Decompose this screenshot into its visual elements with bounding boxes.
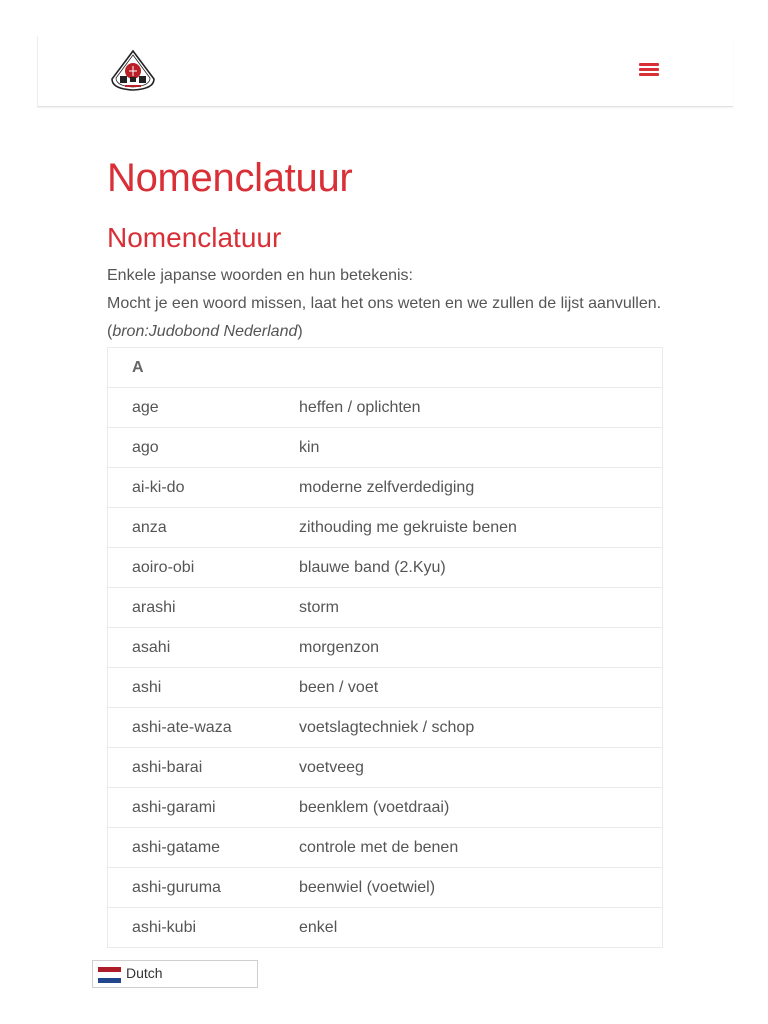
- menu-bar: [639, 63, 659, 66]
- table-row: [108, 708, 663, 748]
- term-cell: ai-ki-do: [108, 468, 300, 508]
- language-label: Dutch: [126, 965, 163, 981]
- source-note: [107, 318, 663, 346]
- meaning-cell: controle met de benen: [299, 828, 663, 868]
- menu-bar: [639, 73, 659, 76]
- meaning-cell: been / voet: [299, 668, 663, 708]
- meaning-cell: blauwe band (2.Kyu): [299, 548, 663, 588]
- term-cell: ashi-barai: [108, 748, 300, 788]
- main-content: [107, 150, 663, 948]
- meaning-cell: voetslagtechniek / schop: [299, 708, 663, 748]
- meaning-cell: kin: [299, 428, 663, 468]
- menu-bar: [639, 68, 659, 71]
- term-cell: ashi: [108, 668, 300, 708]
- table-row: [108, 788, 663, 828]
- source-text: bron:Judobond Nederland: [112, 323, 298, 340]
- section-letter: A: [108, 348, 663, 388]
- table-row: [108, 628, 663, 668]
- table-section-header: [108, 348, 663, 388]
- table-row: [108, 748, 663, 788]
- meaning-cell: morgenzon: [299, 628, 663, 668]
- meaning-cell: beenklem (voetdraai): [299, 788, 663, 828]
- table-row: [108, 428, 663, 468]
- table-row: [108, 548, 663, 588]
- source-open-paren: (: [107, 323, 113, 340]
- page-title: Nomenclatuur: [107, 156, 353, 200]
- term-cell: ashi-kubi: [108, 908, 300, 948]
- meaning-cell: moderne zelfverdediging: [299, 468, 663, 508]
- term-cell: ago: [108, 428, 300, 468]
- term-cell: anza: [108, 508, 300, 548]
- table-row: [108, 828, 663, 868]
- hamburger-menu-icon[interactable]: [638, 60, 660, 78]
- language-switcher[interactable]: [92, 960, 258, 988]
- netherlands-flag-icon: [98, 967, 121, 983]
- table-row: [108, 388, 663, 428]
- intro-line-2: Mocht je een woord missen, laat het ons weten en we zullen de lijst aanvullen.: [107, 295, 662, 312]
- meaning-cell: storm: [299, 588, 663, 628]
- table-row: [108, 468, 663, 508]
- meaning-cell: voetveeg: [299, 748, 663, 788]
- nomenclature-table: [107, 347, 663, 948]
- meaning-cell: enkel: [299, 908, 663, 948]
- table-row: [108, 588, 663, 628]
- site-header: [37, 36, 733, 107]
- term-cell: asahi: [108, 628, 300, 668]
- source-close-paren: ): [297, 323, 303, 340]
- term-cell: ashi-garami: [108, 788, 300, 828]
- table-row: [108, 508, 663, 548]
- term-cell: arashi: [108, 588, 300, 628]
- table-row: [108, 668, 663, 708]
- term-cell: ashi-gatame: [108, 828, 300, 868]
- meaning-cell: beenwiel (voetwiel): [299, 868, 663, 908]
- term-cell: age: [108, 388, 300, 428]
- term-cell: ashi-guruma: [108, 868, 300, 908]
- term-cell: ashi-ate-waza: [108, 708, 300, 748]
- section-heading: Nomenclatuur: [107, 222, 282, 253]
- intro-text: [107, 262, 663, 346]
- table-row: [108, 868, 663, 908]
- meaning-cell: heffen / oplichten: [299, 388, 663, 428]
- table-row: [108, 908, 663, 948]
- meaning-cell: zithouding me gekruiste benen: [299, 508, 663, 548]
- intro-line-1: Enkele japanse woorden en hun betekenis:: [107, 267, 413, 284]
- club-logo-icon[interactable]: [110, 49, 156, 93]
- term-cell: aoiro-obi: [108, 548, 300, 588]
